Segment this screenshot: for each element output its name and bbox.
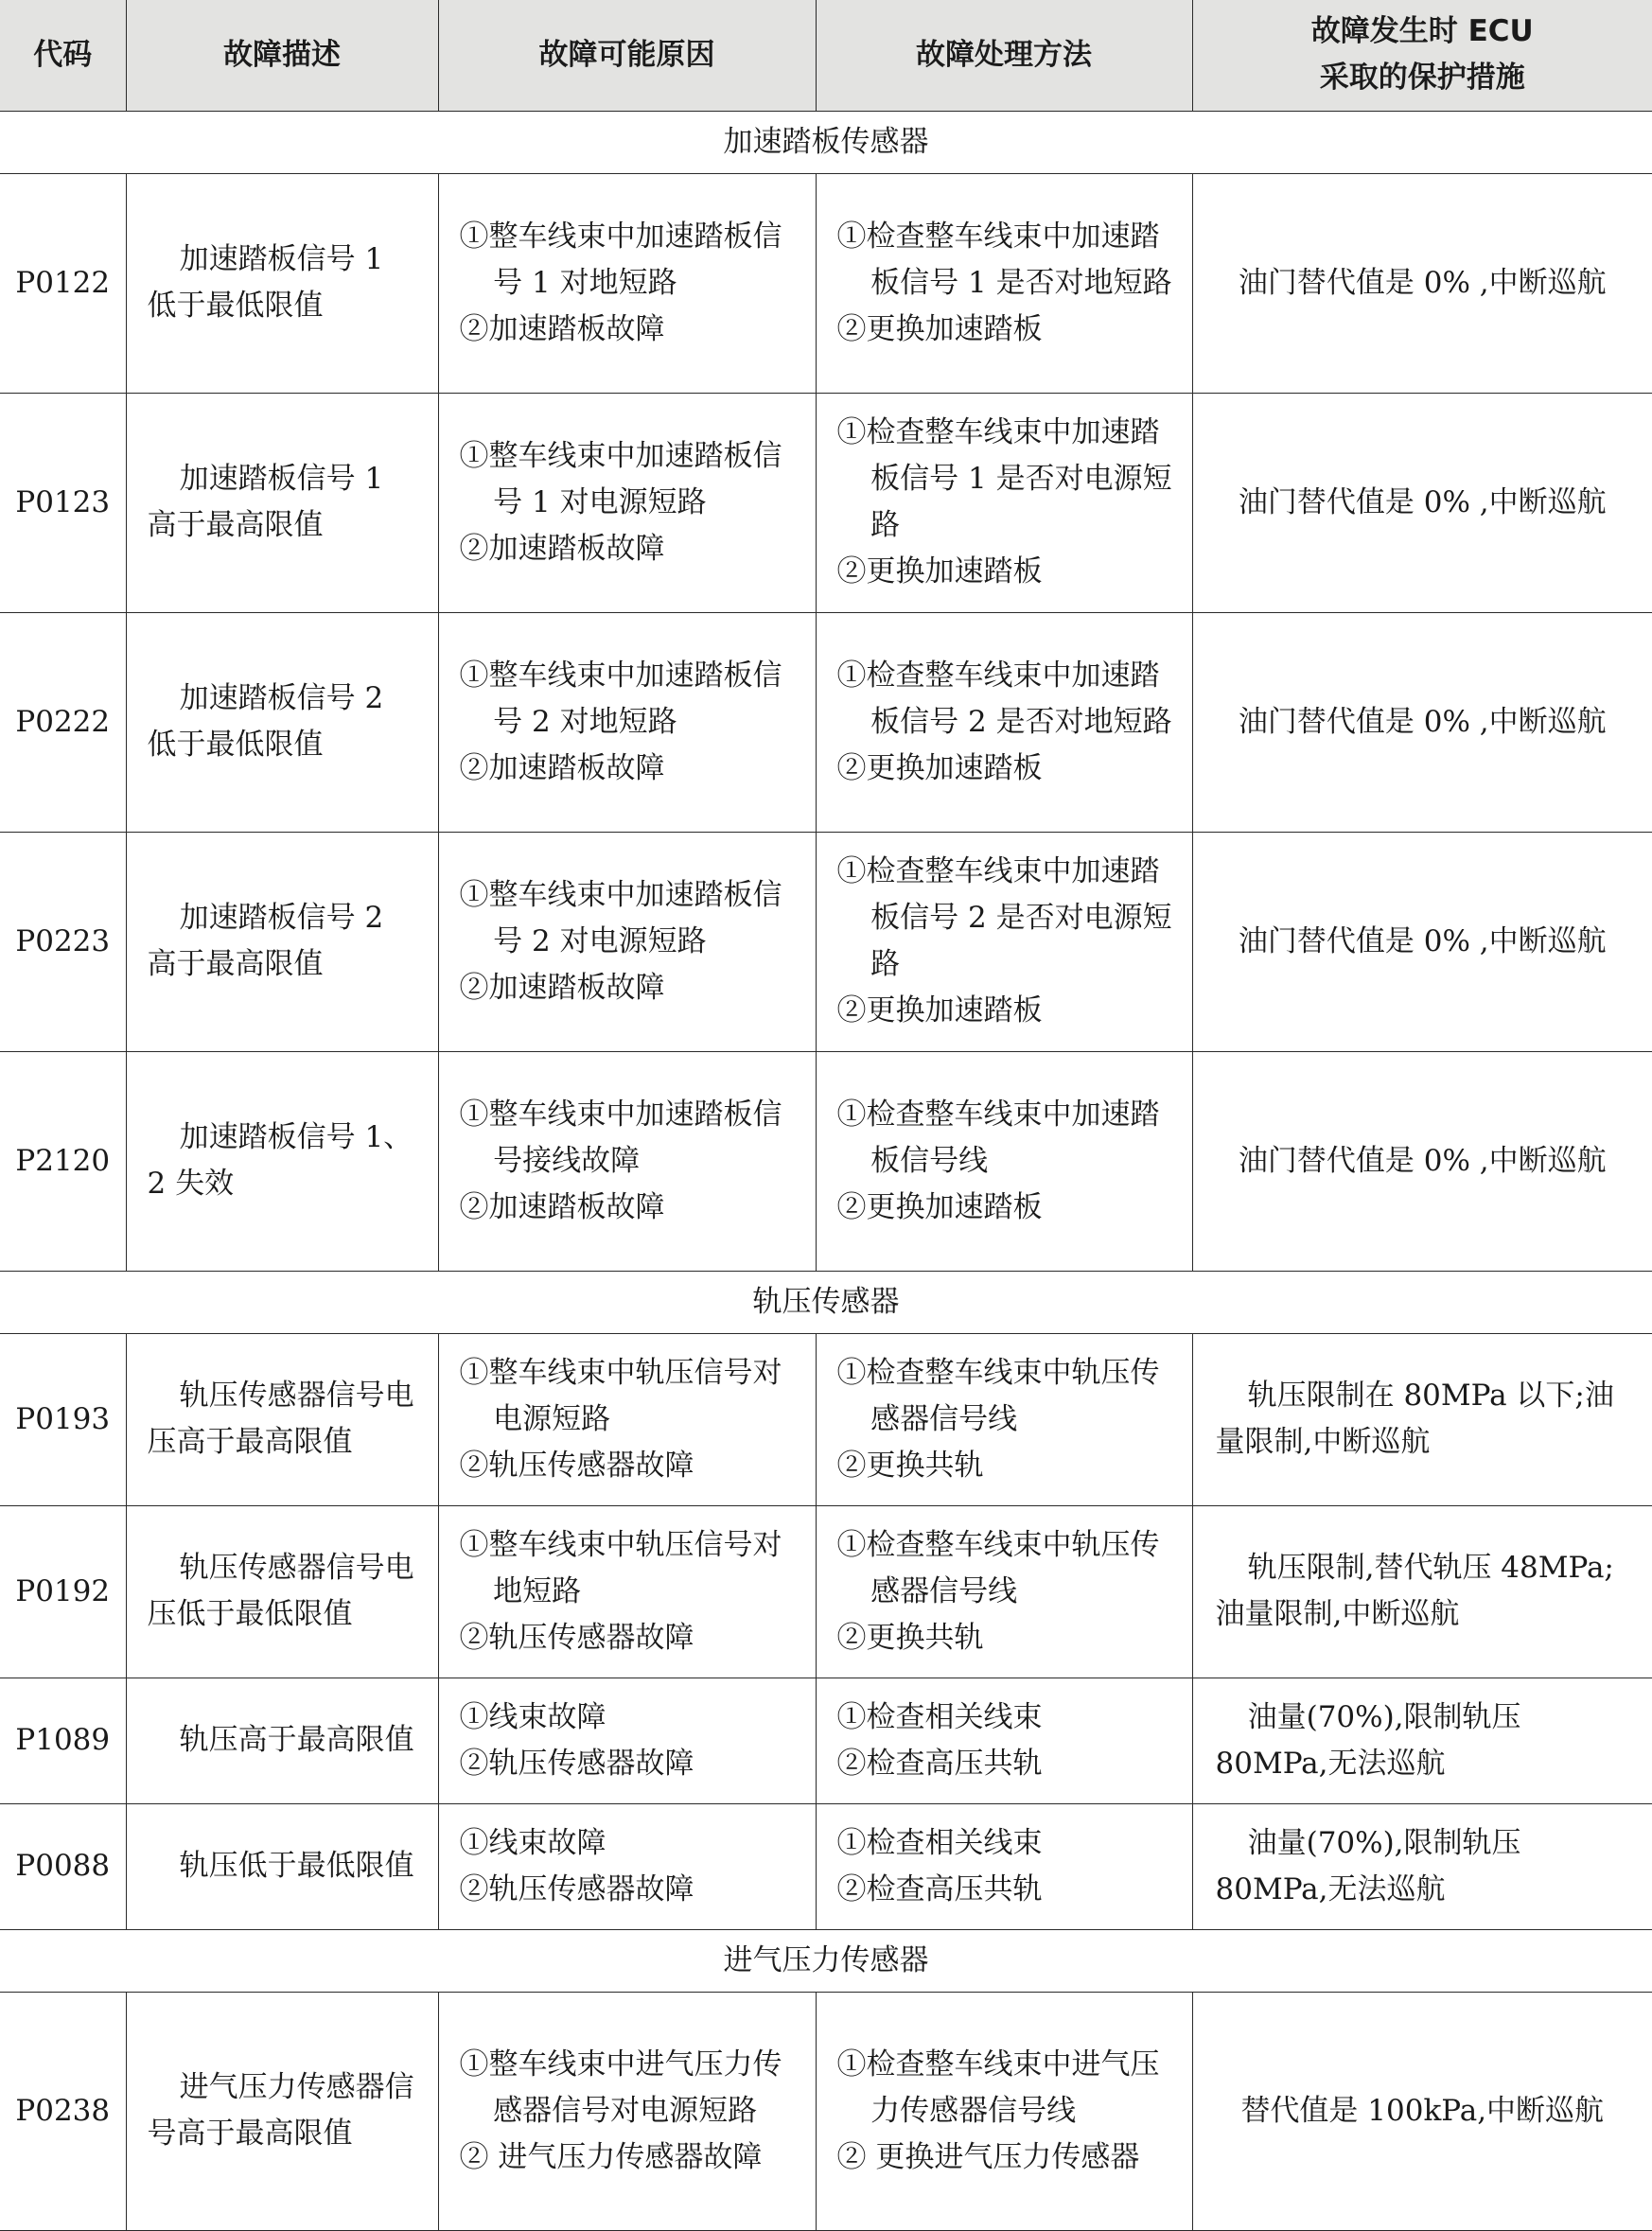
handling-method: [816, 1051, 1192, 1271]
fault-description: 加速踏板信号 2 低于最低限值: [126, 612, 438, 832]
ecu-protection: 油门替代值是 0% ,中断巡航: [1192, 1051, 1652, 1271]
cause-item: ①整车线束中进气压力传感器信号对电源短路: [459, 2047, 782, 2128]
possible-cause: [438, 1992, 816, 2230]
cause-item: ②加速踏板故障: [459, 750, 665, 785]
header-possible-cause: 故障可能原因: [438, 0, 816, 111]
fault-description: 加速踏板信号 1 低于最低限值: [126, 173, 438, 393]
header-code: 代码: [0, 0, 126, 111]
fault-description: 进气压力传感器信号高于最高限值: [126, 1992, 438, 2230]
ecu-protection: 油量(70%),限制轨压 80MPa,无法巡航: [1192, 1678, 1652, 1803]
handling-method: [816, 1803, 1192, 1929]
header-ecu-protection: [1192, 0, 1652, 111]
fault-code: P0123: [0, 393, 126, 612]
fix-item: ①检查相关线束: [836, 1825, 1043, 1860]
cause-item: ①线束故障: [459, 1825, 606, 1860]
handling-method: [816, 1992, 1192, 2230]
cause-item: ①整车线束中加速踏板信号 1 对地短路: [459, 219, 782, 300]
ecu-protection: 油门替代值是 0% ,中断巡航: [1192, 612, 1652, 832]
table-row: [0, 1992, 1652, 2230]
table-row: [0, 832, 1652, 1051]
table-row: [0, 173, 1652, 393]
header-handling-method: 故障处理方法: [816, 0, 1192, 111]
fix-item: ②更换加速踏板: [836, 993, 1043, 1028]
fix-item: ①检查整车线束中加速踏板信号 1 是否对地短路: [836, 219, 1172, 300]
header-row: [0, 0, 1652, 111]
ecu-protection: 轨压限制在 80MPa 以下;油量限制,中断巡航: [1192, 1333, 1652, 1505]
ecu-protection: 油量(70%),限制轨压 80MPa,无法巡航: [1192, 1803, 1652, 1929]
fix-item: ②更换加速踏板: [836, 1189, 1043, 1224]
ecu-protection: 油门替代值是 0% ,中断巡航: [1192, 173, 1652, 393]
cause-item: ②加速踏板故障: [459, 531, 665, 566]
table-row: [0, 1333, 1652, 1505]
fix-item: ② 更换进气压力传感器: [836, 2139, 1140, 2174]
cause-item: ②轨压传感器故障: [459, 1746, 694, 1781]
section-title: 轨压传感器: [0, 1271, 1652, 1333]
fix-item: ①检查整车线束中进气压力传感器信号线: [836, 2047, 1160, 2128]
header-description: 故障描述: [126, 0, 438, 111]
table-row: [0, 612, 1652, 832]
fault-code: P0192: [0, 1505, 126, 1678]
handling-method: [816, 1678, 1192, 1803]
possible-cause: [438, 393, 816, 612]
fix-item: ①检查整车线束中轨压传感器信号线: [836, 1355, 1160, 1436]
fault-description: 轨压传感器信号电压低于最低限值: [126, 1505, 438, 1678]
cause-item: ①线束故障: [459, 1699, 606, 1734]
cause-item: ②轨压传感器故障: [459, 1448, 694, 1483]
table-row: [0, 1505, 1652, 1678]
handling-method: [816, 1505, 1192, 1678]
ecu-protection: 油门替代值是 0% ,中断巡航: [1192, 393, 1652, 612]
possible-cause: [438, 1505, 816, 1678]
section-title: 加速踏板传感器: [0, 111, 1652, 173]
fault-description: 加速踏板信号 1 高于最高限值: [126, 393, 438, 612]
fix-item: ②更换加速踏板: [836, 554, 1043, 588]
fault-code: P0088: [0, 1803, 126, 1929]
fault-description: 轨压传感器信号电压高于最高限值: [126, 1333, 438, 1505]
section-row: [0, 1271, 1652, 1333]
table-row: [0, 1051, 1652, 1271]
section-row: [0, 111, 1652, 173]
fault-description: 轨压低于最低限值: [126, 1803, 438, 1929]
fix-item: ①检查相关线束: [836, 1699, 1043, 1734]
header-ecu-protection-line2: 采取的保护措施: [1319, 61, 1525, 96]
ecu-protection: 替代值是 100kPa,中断巡航: [1192, 1992, 1652, 2230]
possible-cause: [438, 1333, 816, 1505]
fix-item: ②更换加速踏板: [836, 750, 1043, 785]
handling-method: [816, 1333, 1192, 1505]
handling-method: [816, 832, 1192, 1051]
possible-cause: [438, 612, 816, 832]
handling-method: [816, 173, 1192, 393]
fault-description: 加速踏板信号 1、2 失效: [126, 1051, 438, 1271]
cause-item: ①整车线束中轨压信号对地短路: [459, 1527, 782, 1608]
fix-item: ②更换加速踏板: [836, 311, 1043, 346]
possible-cause: [438, 1678, 816, 1803]
fault-code: P0238: [0, 1992, 126, 2230]
fix-item: ①检查整车线束中加速踏板信号 2 是否对电源短路: [836, 854, 1172, 981]
cause-item: ②加速踏板故障: [459, 970, 665, 1005]
possible-cause: [438, 173, 816, 393]
cause-item: ①整车线束中加速踏板信号接线故障: [459, 1097, 782, 1178]
handling-method: [816, 612, 1192, 832]
cause-item: ①整车线束中加速踏板信号 2 对电源短路: [459, 877, 782, 958]
possible-cause: [438, 1803, 816, 1929]
handling-method: [816, 393, 1192, 612]
fix-item: ①检查整车线束中加速踏板信号线: [836, 1097, 1160, 1178]
ecu-protection: 轨压限制,替代轨压 48MPa;油量限制,中断巡航: [1192, 1505, 1652, 1678]
ecu-protection: 油门替代值是 0% ,中断巡航: [1192, 832, 1652, 1051]
cause-item: ①整车线束中加速踏板信号 2 对地短路: [459, 658, 782, 739]
section-row: [0, 1929, 1652, 1992]
fix-item: ①检查整车线束中轨压传感器信号线: [836, 1527, 1160, 1608]
fix-item: ②检查高压共轨: [836, 1871, 1043, 1906]
cause-item: ②轨压传感器故障: [459, 1871, 694, 1906]
cause-item: ②加速踏板故障: [459, 1189, 665, 1224]
fix-item: ②检查高压共轨: [836, 1746, 1043, 1781]
fault-code: P0223: [0, 832, 126, 1051]
table-row: [0, 1678, 1652, 1803]
fix-item: ①检查整车线束中加速踏板信号 2 是否对地短路: [836, 658, 1172, 739]
section-title: 进气压力传感器: [0, 1929, 1652, 1992]
fault-code: P0222: [0, 612, 126, 832]
fault-code: P2120: [0, 1051, 126, 1271]
cause-item: ①整车线束中轨压信号对电源短路: [459, 1355, 782, 1436]
fault-description: 轨压高于最高限值: [126, 1678, 438, 1803]
cause-item: ②加速踏板故障: [459, 311, 665, 346]
table-row: [0, 393, 1652, 612]
fix-item: ②更换共轨: [836, 1448, 984, 1483]
fix-item: ②更换共轨: [836, 1620, 984, 1655]
cause-item: ② 进气压力传感器故障: [459, 2139, 763, 2174]
fault-description: 加速踏板信号 2 高于最高限值: [126, 832, 438, 1051]
cause-item: ①整车线束中加速踏板信号 1 对电源短路: [459, 438, 782, 519]
table-row: [0, 1803, 1652, 1929]
header-ecu-protection-line1: 故障发生时 ECU: [1310, 14, 1534, 49]
cause-item: ②轨压传感器故障: [459, 1620, 694, 1655]
possible-cause: [438, 1051, 816, 1271]
fix-item: ①检查整车线束中加速踏板信号 1 是否对电源短路: [836, 415, 1172, 542]
fault-code: P1089: [0, 1678, 126, 1803]
possible-cause: [438, 832, 816, 1051]
fault-code: P0122: [0, 173, 126, 393]
fault-code: P0193: [0, 1333, 126, 1505]
